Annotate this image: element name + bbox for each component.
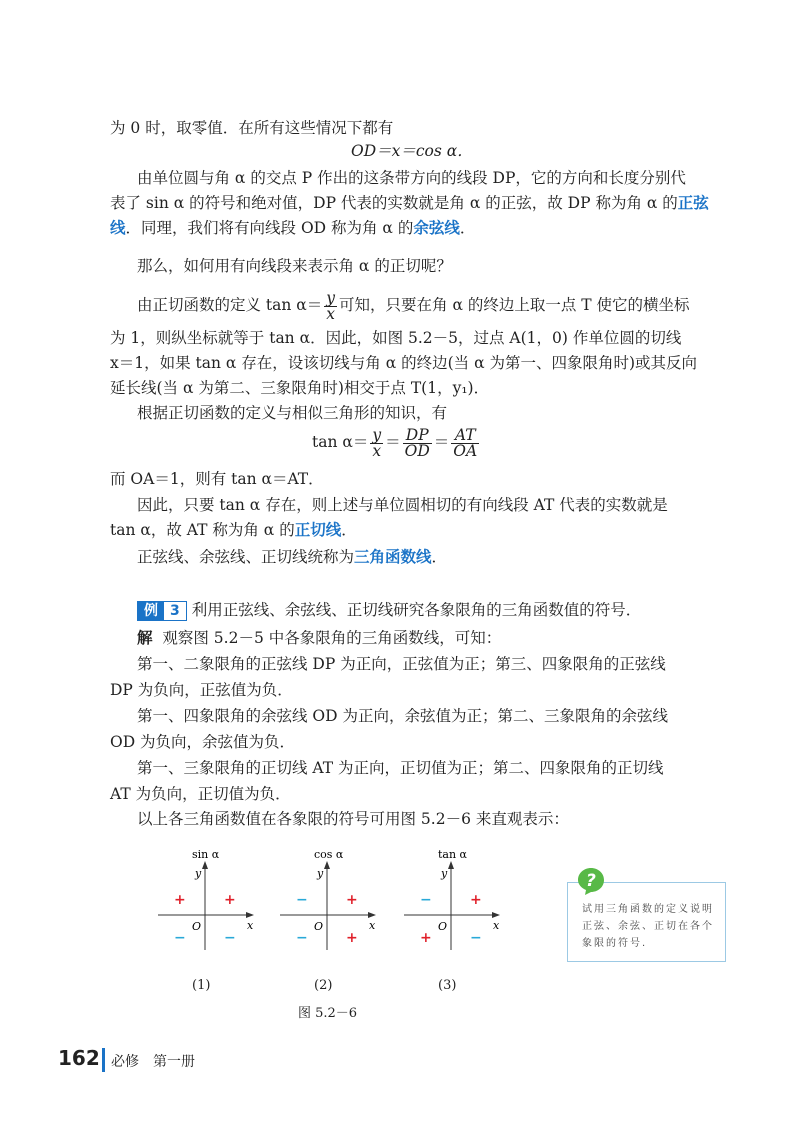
fraction-at-over-oa <box>451 425 479 460</box>
para-line: 而 OA＝1，则有 tan α＝AT． <box>110 470 324 488</box>
para-line: 根据正切函数的定义与相似三角形的知识，有 <box>137 404 448 422</box>
quadrant2-sign: − <box>296 892 308 908</box>
origin-label: O <box>438 920 448 933</box>
diagram-caption: (3) <box>438 978 457 993</box>
para-line: 第一、三象限角的正切线 AT 为正向，正切值为正；第二、四象限角的正切线 <box>137 759 664 777</box>
para-line <box>110 217 475 239</box>
term-xian: 线 <box>110 219 126 237</box>
axis-label-x: x <box>369 919 376 932</box>
example-tag <box>137 601 187 621</box>
term-sanjiao: 三角函数线 <box>354 548 432 566</box>
side-note-text: 试用三角函数的定义说明正弦、余弦、正切在各个象限的符号. <box>582 904 714 949</box>
footer-divider <box>102 1048 105 1072</box>
para-line <box>137 546 447 568</box>
para-line: 第一、四象限角的余弦线 OD 为正向，余弦值为正；第二、三象限角的余弦线 <box>137 707 668 725</box>
frac-num: DP <box>403 428 432 444</box>
text: ．同理，我们将有向线段 OD 称为角 α 的 <box>125 219 414 237</box>
para-line: 第一、二象限角的正弦线 DP 为正向，正弦值为正；第三、四象限角的正弦线 <box>137 655 666 673</box>
frac-num: y <box>372 425 382 444</box>
svg-text:?: ? <box>586 871 596 891</box>
para-line: OD 为负向，余弦值为负． <box>110 733 296 751</box>
fraction-y-over-x <box>324 288 337 323</box>
book-title: 必修 第一册 <box>111 1054 195 1070</box>
question-icon <box>576 866 606 896</box>
axis-label-y: y <box>195 867 202 880</box>
para-line: 延长线(当 α 为第二、三象限角时)相交于点 T(1，y₁)． <box>110 379 490 397</box>
text: 正弦线、余弦线、正切线统称为 <box>137 548 355 566</box>
diagram-caption: (1) <box>192 978 211 993</box>
solution-label: 解 <box>137 629 153 647</box>
quadrant3-sign: − <box>174 930 186 946</box>
example-header <box>137 599 641 621</box>
diagram-caption: (2) <box>314 978 333 993</box>
example-text: 利用正弦线、余弦线、正切线研究各象限角的三角函数值的符号． <box>191 601 642 619</box>
text: tan α＝ <box>312 433 369 451</box>
para-line: AT 为负向，正切值为负． <box>110 785 291 803</box>
axis-label-x: x <box>493 919 500 932</box>
para-line <box>137 287 690 323</box>
figure-caption: 图 5.2－6 <box>298 1006 358 1021</box>
solution-line <box>137 627 501 649</box>
sign-diagram-sin <box>150 842 260 961</box>
para-line: 由单位圆与角 α 的交点 P 作出的这条带方向的线段 DP，它的方向和长度分别代 <box>137 169 686 187</box>
equation-od: OD＝x＝cos α． <box>351 142 473 160</box>
quadrant4-sign: − <box>224 930 236 946</box>
para-line: 那么，如何用有向线段来表示角 α 的正切呢？ <box>137 257 452 275</box>
diagram-title: cos α <box>314 848 344 861</box>
sign-diagram-cos <box>272 842 382 961</box>
para-line: 为 1，则纵坐标就等于 tan α．因此，如图 5.2－5，过点 A(1，0) 作单位圆的切线 <box>110 329 682 347</box>
quadrant1-sign: + <box>224 892 236 908</box>
fraction-dp-over-od <box>403 425 432 460</box>
fraction-y-over-x <box>370 425 383 460</box>
eq-sign: ＝ <box>433 433 450 451</box>
para-line: 以上各三角函数值在各象限的符号可用图 5.2－6 来直观表示： <box>137 810 569 828</box>
page-number: 162 <box>58 1046 100 1070</box>
axis-label-x: x <box>247 919 254 932</box>
quadrant1-sign: + <box>346 892 358 908</box>
diagram-title: tan α <box>438 848 467 861</box>
quadrant4-sign: + <box>346 930 358 946</box>
axis-label-y: y <box>441 867 448 880</box>
text: 可知，只要在角 α 的终边上取一点 T 使它的横坐标 <box>339 296 690 314</box>
quadrant4-sign: − <box>470 930 482 946</box>
para-line <box>110 192 709 214</box>
para-line: 因此，只要 tan α 存在，则上述与单位圆相切的有向线段 AT 代表的实数就是 <box>137 496 668 514</box>
text: 表了 sin α 的符号和绝对值，DP 代表的实数就是角 α 的正弦，故 DP 称为角 α 的 <box>110 194 678 212</box>
term-yuxian: 余弦线 <box>413 219 460 237</box>
frac-den: x <box>372 441 382 460</box>
axis-label-y: y <box>317 867 324 880</box>
para-line <box>110 519 357 541</box>
frac-num: y <box>326 288 336 307</box>
example-tag-label: 例 <box>138 602 164 620</box>
frac-den: x <box>326 304 336 323</box>
term-zhengqie: 正切线 <box>294 521 342 539</box>
frac-den: OD <box>404 441 430 460</box>
sign-diagram-tan <box>396 842 506 961</box>
term-zhengxian: 正弦 <box>677 194 709 212</box>
quadrant3-sign: − <box>296 930 308 946</box>
quadrant3-sign: + <box>420 930 432 946</box>
quadrant2-sign: + <box>174 892 186 908</box>
quadrant2-sign: − <box>420 892 432 908</box>
equation-tan <box>312 424 481 460</box>
diagram-title: sin α <box>192 848 220 861</box>
example-tag-number: 3 <box>170 603 180 619</box>
origin-label: O <box>314 920 324 933</box>
frac-den: OA <box>453 441 478 460</box>
text: tan α，故 AT 称为角 α 的 <box>110 521 295 539</box>
para-line: 为 0 时，取零值．在所有这些情况下都有 <box>110 119 394 137</box>
origin-label: O <box>192 920 202 933</box>
quadrant1-sign: + <box>470 892 482 908</box>
text: ． <box>341 521 357 539</box>
text: 由正切函数的定义 tan α＝ <box>137 296 323 314</box>
para-line: x＝1，如果 tan α 存在，设该切线与角 α 的终边(当 α 为第一、四象限角时)或其反向 <box>110 354 698 372</box>
solution-text: 观察图 5.2－5 中各象限角的三角函数线，可知： <box>162 629 502 647</box>
text: ． <box>459 219 476 237</box>
eq-sign: ＝ <box>385 433 401 451</box>
text: ． <box>431 548 448 566</box>
para-line: DP 为负向，正弦值为负． <box>110 681 293 699</box>
frac-num: AT <box>451 428 479 444</box>
